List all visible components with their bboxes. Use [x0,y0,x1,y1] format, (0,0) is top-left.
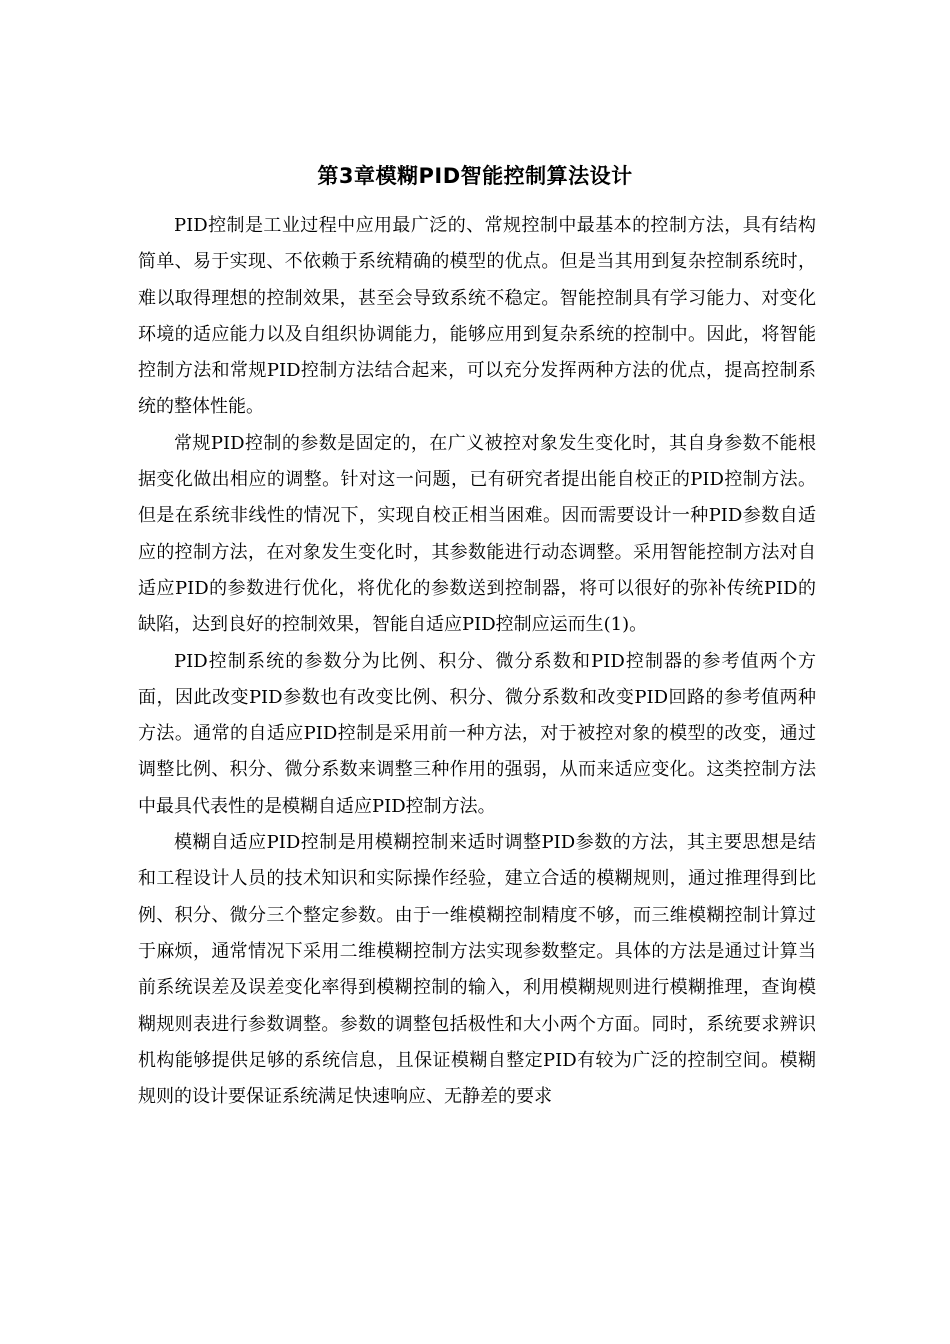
paragraph-3: PID控制系统的参数分为比例、积分、微分系数和PID控制器的参考值两个方面，因此改变PID参数也有改变比例、积分、微分系数和改变PID回路的参考值两种方法。通常的自适应PID控制是采用前一种方法，对于被控对象的模型的改变，通过调整比例、积分、微分系数来调整三种作用的强弱，从而来适应变化。这类控制方法中最具代表性的是模糊自适应PID控制方法。 [138,650,816,817]
paragraph-4: 模糊自适应PID控制是用模糊控制来适时调整PID参数的方法，其主要思想是结和工程设计人员的技术知识和实际操作经验，建立合适的模糊规则，通过推理得到比例、积分、微分三个整定参数。由于一维模糊控制精度不够，而三维模糊控制计算过于麻烦，通常情况下采用二维模糊控制方法实现参数整定。具体的方法是通过计算当前系统误差及误差变化率得到模糊控制的输入，利用模糊规则进行模糊推理，查询模糊规则表进行参数调整。参数的调整包括极性和大小两个方面。同时，系统要求辨识机构能够提供足够的系统信息，且保证模糊自整定PID有较为广泛的控制空间。模糊规则的设计要保证系统满足快速响应、无静差的要求 [138,832,816,1108]
body-text [138,208,816,1115]
paragraph-1: PID控制是工业过程中应用最广泛的、常规控制中最基本的控制方法，具有结构简单、易于实现、不依赖于系统精确的模型的优点。但是当其用到复杂控制系统时，难以取得理想的控制效果，甚至会导致系统不稳定。智能控制具有学习能力、对变化环境的适应能力以及自组织协调能力，能够应用到复杂系统的控制中。因此，将智能控制方法和常规PID控制方法结合起来，可以充分发挥两种方法的优点，提高控制系统的整体性能。 [138,215,816,418]
paragraph-2: 常规PID控制的参数是固定的，在广义被控对象发生变化时，其自身参数不能根据变化做出相应的调整。针对这一问题，已有研究者提出能自校正的PID控制方法。但是在系统非线性的情况下，实现自校正相当困难。因而需要设计一种PID参数自适应的控制方法，在对象发生变化时，其参数能进行动态调整。采用智能控制方法对自适应PID的参数进行优化，将优化的参数送到控制器，将可以很好的弥补传统PID的缺陷，达到良好的控制效果，智能自适应PID控制应运而生(1)。 [138,432,816,636]
chapter-title: 第3章模糊PID智能控制算法设计 [317,164,633,189]
